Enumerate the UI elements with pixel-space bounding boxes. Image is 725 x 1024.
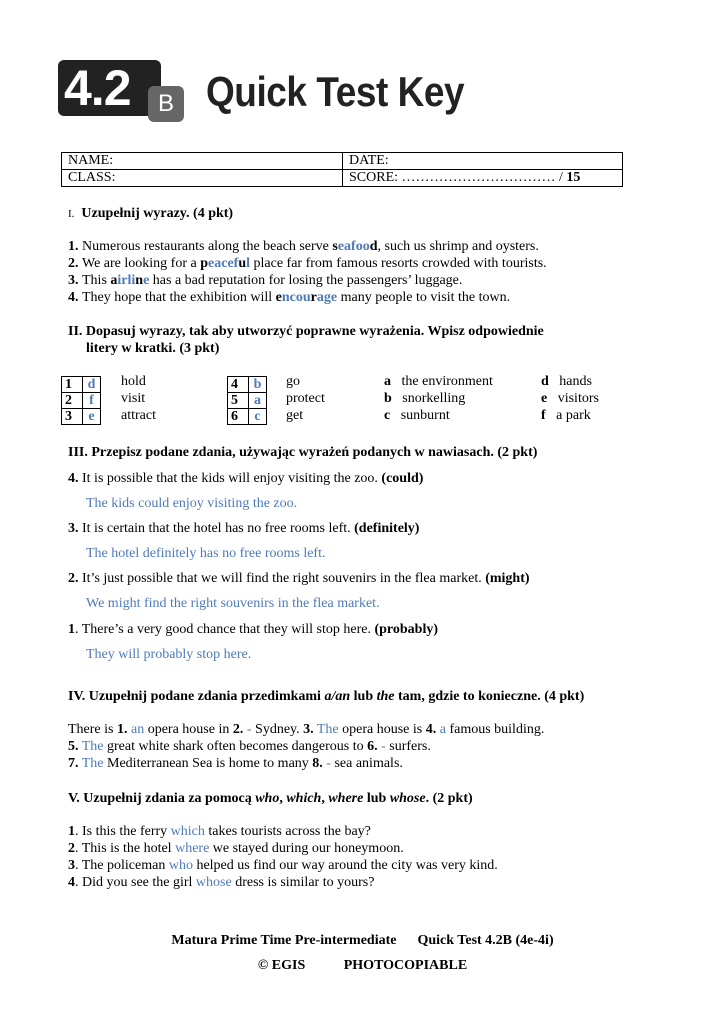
footer-course: Matura Prime Time Pre-intermediate [171, 933, 397, 948]
sentence-text: great white shark often becomes dangerous to [103, 739, 368, 754]
option-letter: f [541, 408, 546, 423]
gap-number: 8. [312, 756, 323, 771]
option-text: snorkelling [402, 391, 466, 406]
gap-number: 1. [116, 722, 128, 737]
box-number: 2 [62, 393, 83, 409]
match-word: go [286, 374, 300, 389]
keyword: (could) [381, 471, 424, 486]
article-answer[interactable]: a [439, 722, 446, 737]
item-number: 3. [68, 273, 82, 288]
item-text: Numerous restaurants along the beach serve [82, 239, 333, 254]
transform-answer[interactable]: The hotel definitely has no free rooms left. [86, 546, 326, 561]
article-answer[interactable]: - [326, 756, 331, 771]
gap-number: 7. [68, 756, 79, 771]
match-words-4-6 [286, 373, 325, 424]
match-word: get [286, 408, 304, 423]
section-5-title-italic: which [286, 791, 322, 806]
footer-photocopiable: PHOTOCOPIABLE [343, 958, 468, 973]
match-words-1-3 [121, 373, 156, 424]
option-text: the environment [401, 374, 493, 389]
answer-letters: l [246, 256, 251, 271]
given-letters: p [200, 256, 209, 271]
section-2-title-line2: litery w kratki. (3 pkt) [86, 341, 220, 356]
relative-sentence [68, 874, 374, 891]
section-3-title: III. Przepisz podane zdania, używając wyrażeń podanych w nawiasach. (2 pkt) [68, 445, 538, 460]
section-1-item [68, 289, 510, 306]
box-number: 5 [228, 393, 249, 409]
sentence-text: . The policeman [75, 858, 169, 873]
score-max: 15 [566, 170, 581, 185]
match-word: hold [121, 374, 146, 389]
match-word: visit [121, 391, 146, 406]
date-field[interactable]: DATE: [343, 153, 623, 170]
article-sentence [68, 755, 403, 772]
given-letters: u [238, 256, 247, 271]
gap-number: 5. [68, 739, 79, 754]
box-answer[interactable]: c [249, 409, 267, 425]
answer-letters: e [143, 273, 150, 288]
article-answer[interactable]: - [381, 739, 386, 754]
box-answer[interactable]: e [83, 409, 101, 425]
answer-letters: eafoo [337, 239, 370, 254]
relative-answer[interactable]: who [168, 858, 193, 873]
answer-letters: age [316, 290, 338, 305]
relative-sentence [68, 823, 371, 840]
article-answer[interactable]: - [246, 722, 252, 737]
given-letters: r [310, 290, 317, 305]
section-4-title [68, 688, 584, 705]
sentence-text: opera house is [338, 722, 426, 737]
test-number-badge: 4.2 [58, 60, 161, 116]
page-title: Quick Test Key [206, 68, 465, 115]
given-letters: s [332, 239, 338, 254]
answer-letters: ncou [281, 290, 311, 305]
footer-copyright-line [0, 957, 725, 974]
item-number: 2. [68, 256, 82, 271]
box-number: 6 [228, 409, 249, 425]
article-answer[interactable]: The [316, 722, 339, 737]
section-4-title-italic: a/an [324, 689, 351, 704]
item-text: It is possible that the kids will enjoy visiting the zoo. [78, 471, 382, 486]
match-word: attract [121, 408, 156, 423]
box-number: 4 [228, 377, 249, 393]
item-text: We are looking for a [82, 256, 201, 271]
name-field[interactable]: NAME: [62, 153, 343, 170]
item-text: They hope that the exhibition will [82, 290, 276, 305]
item-number: 4 [68, 875, 75, 890]
item-number: 1 [68, 622, 75, 637]
gap-number: 4. [425, 722, 437, 737]
relative-answer[interactable]: which [170, 824, 205, 839]
footer-copyright: © EGIS [257, 958, 306, 973]
match-options-a-c [384, 373, 493, 424]
item-number: 4. [68, 471, 79, 486]
relative-answer[interactable]: where [175, 841, 210, 856]
keyword: (might) [485, 571, 530, 586]
sentence-text: helped us find our way around the city was very kind. [192, 858, 498, 873]
sentence-text: There is [68, 722, 117, 737]
sentence-text: . Is this the ferry [75, 824, 171, 839]
section-5-title-italic: where [328, 791, 364, 806]
item-text: has a bad reputation for losing the passengers’ luggage. [149, 273, 463, 288]
box-answer[interactable]: b [249, 377, 267, 393]
section-4-title-italic: the [376, 689, 395, 704]
section-1-heading [68, 205, 233, 223]
gap-word[interactable] [200, 256, 250, 271]
section-4-title-text: tam, gdzie to konieczne. (4 pkt) [394, 689, 585, 704]
section-5-title-text: , [279, 791, 287, 806]
section-5-title-italic: who [255, 791, 280, 806]
option-letter: b [384, 391, 392, 406]
score-label: SCORE: …………………………… / [349, 170, 567, 185]
item-text: . There’s a very good chance that they will stop here. [75, 622, 375, 637]
section-2-title-line1: II. Dopasuj wyrazy, tak aby utworzyć poprawne wyrażenia. Wpisz odpowiednie [68, 324, 544, 339]
section-1-roman: I. [68, 208, 75, 220]
transform-question [68, 621, 438, 638]
gap-word[interactable] [332, 239, 377, 254]
article-answer[interactable]: The [81, 739, 104, 754]
sentence-text: sea animals. [330, 756, 403, 771]
transform-answer[interactable]: They will probably stop here. [86, 647, 252, 662]
transform-question [68, 470, 423, 487]
article-sentence [68, 738, 431, 755]
match-word: protect [286, 391, 325, 406]
box-number: 1 [62, 377, 83, 393]
section-5-title-italic: whose [389, 791, 426, 806]
sentence-text: we stayed during our honeymoon. [209, 841, 404, 856]
item-text: It is certain that the hotel has no free rooms left. [78, 521, 355, 536]
sentence-text: takes tourists across the bay? [204, 824, 371, 839]
transform-answer[interactable]: We might find the right souvenirs in the flea market. [86, 596, 380, 611]
given-letters: e [275, 290, 282, 305]
box-answer[interactable]: a [249, 393, 267, 409]
option-letter: d [541, 374, 549, 389]
gap-number: 3. [303, 722, 314, 737]
item-number: 2. [68, 571, 79, 586]
transform-question [68, 570, 530, 587]
footer-test-id: Quick Test 4.2B (4e-4i) [417, 933, 554, 948]
answer-letters: eacef [208, 256, 239, 271]
gap-number: 6. [367, 739, 378, 754]
sentence-text: surfers. [385, 739, 431, 754]
given-letters: d [369, 239, 378, 254]
section-1-item [68, 255, 547, 272]
option-text: sunburnt [400, 408, 450, 423]
student-info-table [61, 152, 623, 187]
item-number: 4. [68, 290, 82, 305]
item-number: 2 [68, 841, 75, 856]
option-text: a park [556, 408, 591, 423]
gap-word[interactable] [110, 273, 149, 288]
given-letters: n [135, 273, 144, 288]
section-5-title-text: lub [363, 791, 390, 806]
box-answer[interactable]: d [83, 377, 101, 393]
match-options-d-f [541, 373, 599, 424]
section-4-title-text: IV. Uzupełnij podane zdania przedimkami [68, 689, 325, 704]
sentence-text: Mediterranean Sea is home to many [103, 756, 313, 771]
relative-sentence [68, 857, 498, 874]
sentence-text: Sydney. [251, 722, 304, 737]
section-5-title-text: . (2 pkt) [425, 791, 473, 806]
option-text: hands [559, 374, 592, 389]
box-answer[interactable]: f [83, 393, 101, 409]
item-text: , such us shrimp and oysters. [377, 239, 539, 254]
item-text: many people to visit the town. [337, 290, 511, 305]
item-number: 3. [68, 521, 79, 536]
item-text: This [82, 273, 111, 288]
article-answer[interactable]: an [130, 722, 145, 737]
sentence-text: . Did you see the girl [75, 875, 196, 890]
option-letter: a [384, 374, 391, 389]
footer-course-line [0, 932, 725, 949]
section-4-title-text: lub [350, 689, 377, 704]
article-sentence [68, 721, 544, 738]
answer-letters: irli [117, 273, 136, 288]
option-letter: c [384, 408, 391, 423]
section-5-title-text: V. Uzupełnij zdania za pomocą [68, 791, 256, 806]
match-boxes-1-3 [61, 376, 101, 425]
section-1-item [68, 238, 539, 255]
match-boxes-4-6 [227, 376, 267, 425]
item-text: It’s just possible that we will find the right souvenirs in the flea market. [78, 571, 486, 586]
section-1-item [68, 272, 462, 289]
gap-word[interactable] [276, 290, 337, 305]
transform-answer[interactable]: The kids could enjoy visiting the zoo. [86, 496, 298, 511]
item-number: 1 [68, 824, 75, 839]
section-5-title [68, 790, 473, 807]
item-number: 1. [68, 239, 82, 254]
item-number: 3 [68, 858, 75, 873]
option-text: visitors [557, 391, 599, 406]
sentence-text: famous building. [445, 722, 545, 737]
item-text: place far from famous resorts crowded with tourists. [250, 256, 547, 271]
score-field[interactable] [343, 170, 623, 187]
given-letters: a [110, 273, 118, 288]
sentence-text: . This is the hotel [75, 841, 176, 856]
transform-question [68, 520, 419, 537]
test-version-badge: B [148, 86, 184, 122]
article-answer[interactable]: The [81, 756, 104, 771]
box-number: 3 [62, 409, 83, 425]
keyword: (definitely) [354, 521, 420, 536]
option-letter: e [541, 391, 548, 406]
section-5-title-text: , [321, 791, 329, 806]
relative-answer[interactable]: whose [195, 875, 232, 890]
keyword: (probably) [374, 622, 439, 637]
gap-number: 2. [232, 722, 244, 737]
sentence-text: opera house in [144, 722, 233, 737]
section-1-title: Uzupełnij wyrazy. (4 pkt) [81, 206, 234, 221]
sentence-text: dress is similar to yours? [231, 875, 375, 890]
relative-sentence [68, 840, 404, 857]
class-field[interactable]: CLASS: [62, 170, 343, 187]
